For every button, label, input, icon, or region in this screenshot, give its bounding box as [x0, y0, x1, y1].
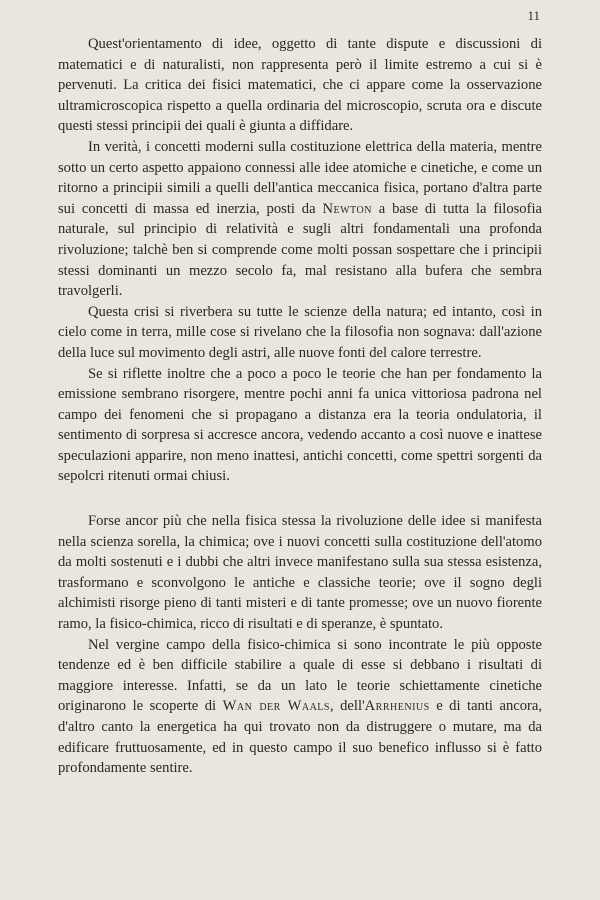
paragraph: Quest'orientamento di idee, oggetto di tante dispute e discussioni di matematici e di naturalisti, non rappresenta però il limite estremo a cui si è pervenuti. La critica dei fisici matematici, che ci appare come la osservazione ultramicroscopica rispetto a quella ordinaria del microscopio, scruta ora e discute questi stessi principii dei quali è giunta a diffidare. [58, 36, 542, 135]
text-run: In verità, i concetti moderni sulla costituzione elettrica della materia, mentre sotto un certo aspetto appaiono connessi alle idee atomiche e cinetiche, e come un ritorno a principii simili a quelli dell'antica meccanica fisica, portano d'altra parte sui concetti di massa ed inerzia, posti da [58, 138, 542, 217]
text-run: e di tanti ancora, d'altro canto la energetica ha qui trovato non da distruggere o mutare, ma da edificare fruttuosamente, ed in questo campo il suo benefico influsso si è fatto profondamente sentire. [58, 698, 543, 777]
text-run: a base di tutta la filosofia naturale, sul principio di relatività e sugli altri fondamentali una profonda rivoluzione; talchè ben si comprende come molti possan sospettare che i principii stessi dominanti un mezzo secolo fa, mal resistano alla bufera che sembra travolgerli. [58, 200, 542, 300]
paragraph [58, 137, 542, 302]
paragraph: Se si riflette inoltre che a poco a poco le teorie che han per fondamento la emissione sembrano risorgere, mentre pochi anni fa unica vittoriosa padrona nel campo dei fenomeni che si propagano a distanza era la teoria ondulatoria, il sentimento di sorpresa si accresce ancora, vedendo accanto a così nuove e inattese speculazioni apparire, non meno inattesi, antichi concetti, come spettri sorgenti da sepolcri ritenuti ormai chiusi. [58, 365, 542, 485]
text-run: , dell' [329, 698, 365, 715]
paragraph [58, 635, 542, 779]
author-name: Arrhenius [364, 698, 430, 715]
text-run: Nel vergine campo della fisico-chimica si sono incontrate le più opposte tendenze ed è ben difficile stabilire a quale di esse si debbano i risultati di maggiore interesse. Infatti, se da un lato le teorie schiettamente cinetiche originarono le scoperte di [58, 636, 542, 715]
section-gap [58, 487, 542, 511]
paragraph: Questa crisi si riverbera su tutte le scienze della natura; ed intanto, così in cielo come in terra, mille cose si rivelano che la filosofia non sognava: dall'azione della luce sul movimento degli astri, alle nuove fonti del calore terrestre. [58, 303, 542, 361]
author-name: Newton [322, 200, 372, 217]
page-number: 11 [527, 8, 540, 23]
author-name: Wan der Waals [222, 698, 330, 715]
paragraph: Forse ancor più che nella fisica stessa la rivoluzione delle idee si manifesta nella scienza sorella, la chimica; ove i nuovi concetti sulla costituzione dell'atomo da molti sostenuti e i dubbi che altri invece manifestano sulla sua stessa esistenza, trasformano e sconvolgono le antiche e classiche teorie; ove il sogno degli alchimisti risorge pieno di tanti misteri e di tante promesse; ove un nuovo fiorente ramo, la fisico-chimica, ricco di risultati e di speranze, è spuntato. [58, 513, 542, 633]
body-text [58, 34, 542, 779]
